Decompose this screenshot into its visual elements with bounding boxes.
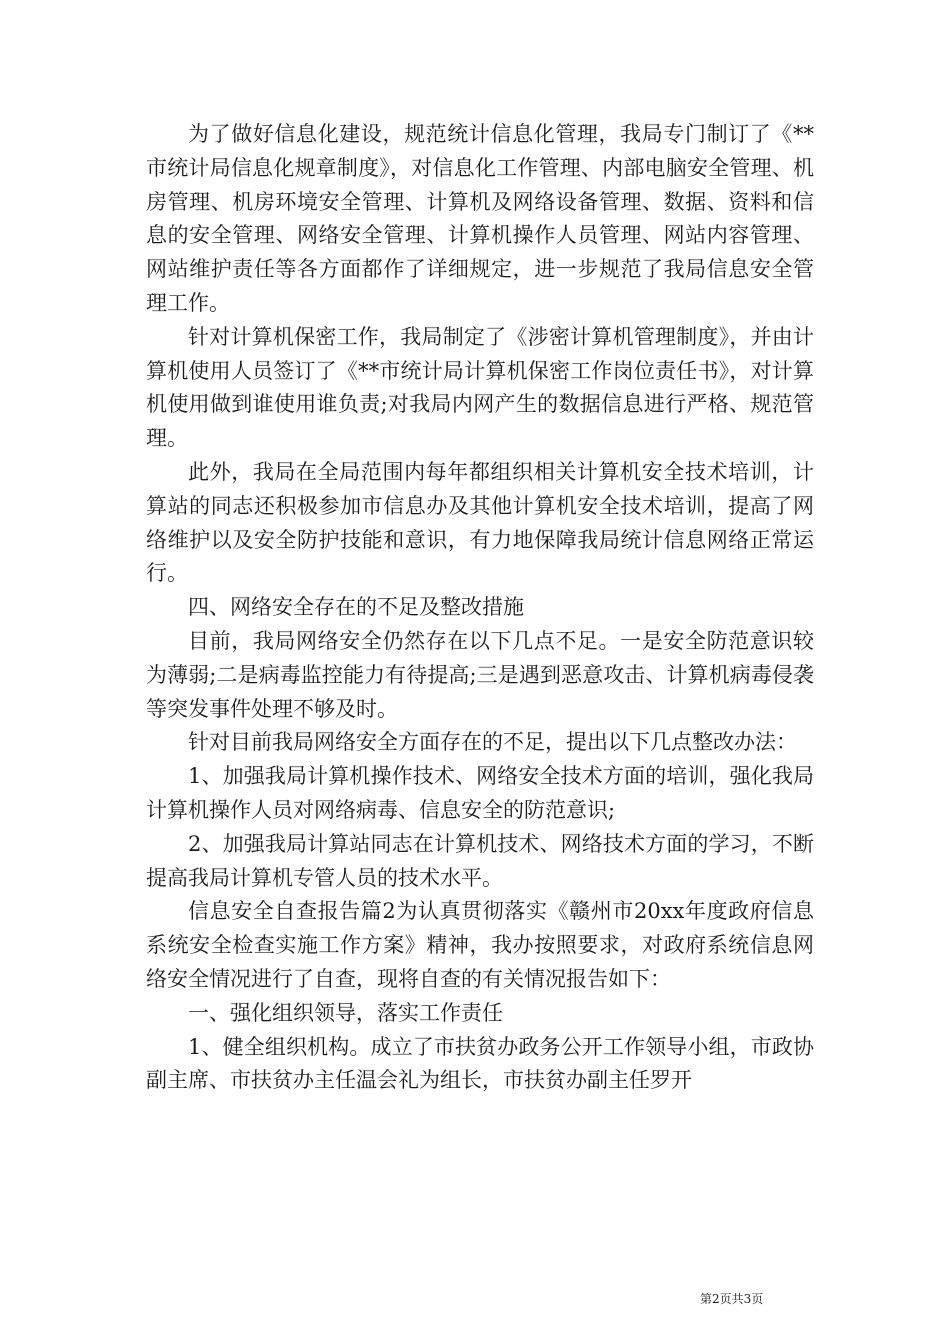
paragraph-shortcomings: 目前，我局网络安全仍然存在以下几点不足。一是安全防范意识较为薄弱;二是病毒监控能力有待提高;三是遇到恶意攻击、计算机病毒侵袭等突发事件处理不够及时。 <box>146 628 814 721</box>
paragraph-report-2-intro: 信息安全自查报告篇2为认真贯彻落实《赣州市20xx年度政府信息系统安全检查实施工作方案》精神，我办按照要求，对政府系统信息网络安全情况进行了自查，现将自查的有关情况报告如下： <box>146 899 814 991</box>
page-number: 第2页共3页 <box>700 1292 764 1306</box>
section-heading-organization: 一、强化组织领导，落实工作责任 <box>188 1000 503 1025</box>
document-body <box>146 118 814 1098</box>
list-item-rectification-2: 2、加强我局计算站同志在计算机技术、网络技术方面的学习，不断提高我局计算机专管人员的技术水平。 <box>146 831 814 890</box>
paragraph-organization: 1、健全组织机构。成立了市扶贫办政务公开工作领导小组，市政协副主席、市扶贫办主任温会礼为组长，市扶贫办副主任罗开 <box>146 1034 814 1093</box>
paragraph-rectification-intro: 针对目前我局网络安全方面存在的不足，提出以下几点整改办法： <box>188 730 797 755</box>
paragraph-info-regulation: 为了做好信息化建设，规范统计信息化管理，我局专门制订了《**市统计局信息化规章制度》，对信息化工作管理、内部电脑安全管理、机房管理、机房环境安全管理、计算机及网络设备管理、数据、资料和信息的安全管理、网络安全管理、计算机操作人员管理、网站内容管理、网站维护责任等各方面都作了详细规定，进一步规范了我局信息安全管理工作。 <box>146 122 814 315</box>
paragraph-confidentiality: 针对计算机保密工作，我局制定了《涉密计算机管理制度》，并由计算机使用人员签订了《**市统计局计算机保密工作岗位责任书》，对计算机使用做到谁使用谁负责;对我局内网产生的数据信息进行严格、规范管理。 <box>146 324 814 451</box>
section-heading-shortcomings: 四、网络安全存在的不足及整改措施 <box>188 595 524 620</box>
paragraph-training: 此外，我局在全局范围内每年都组织相关计算机安全技术培训，计算站的同志还积极参加市信息办及其他计算机安全技术培训，提高了网络维护以及安全防护技能和意识，有力地保障我局统计信息网络正常运行。 <box>146 459 814 586</box>
list-item-rectification-1: 1、加强我局计算机操作技术、网络安全技术方面的培训，强化我局计算机操作人员对网络病毒、信息安全的防范意识; <box>146 764 814 822</box>
